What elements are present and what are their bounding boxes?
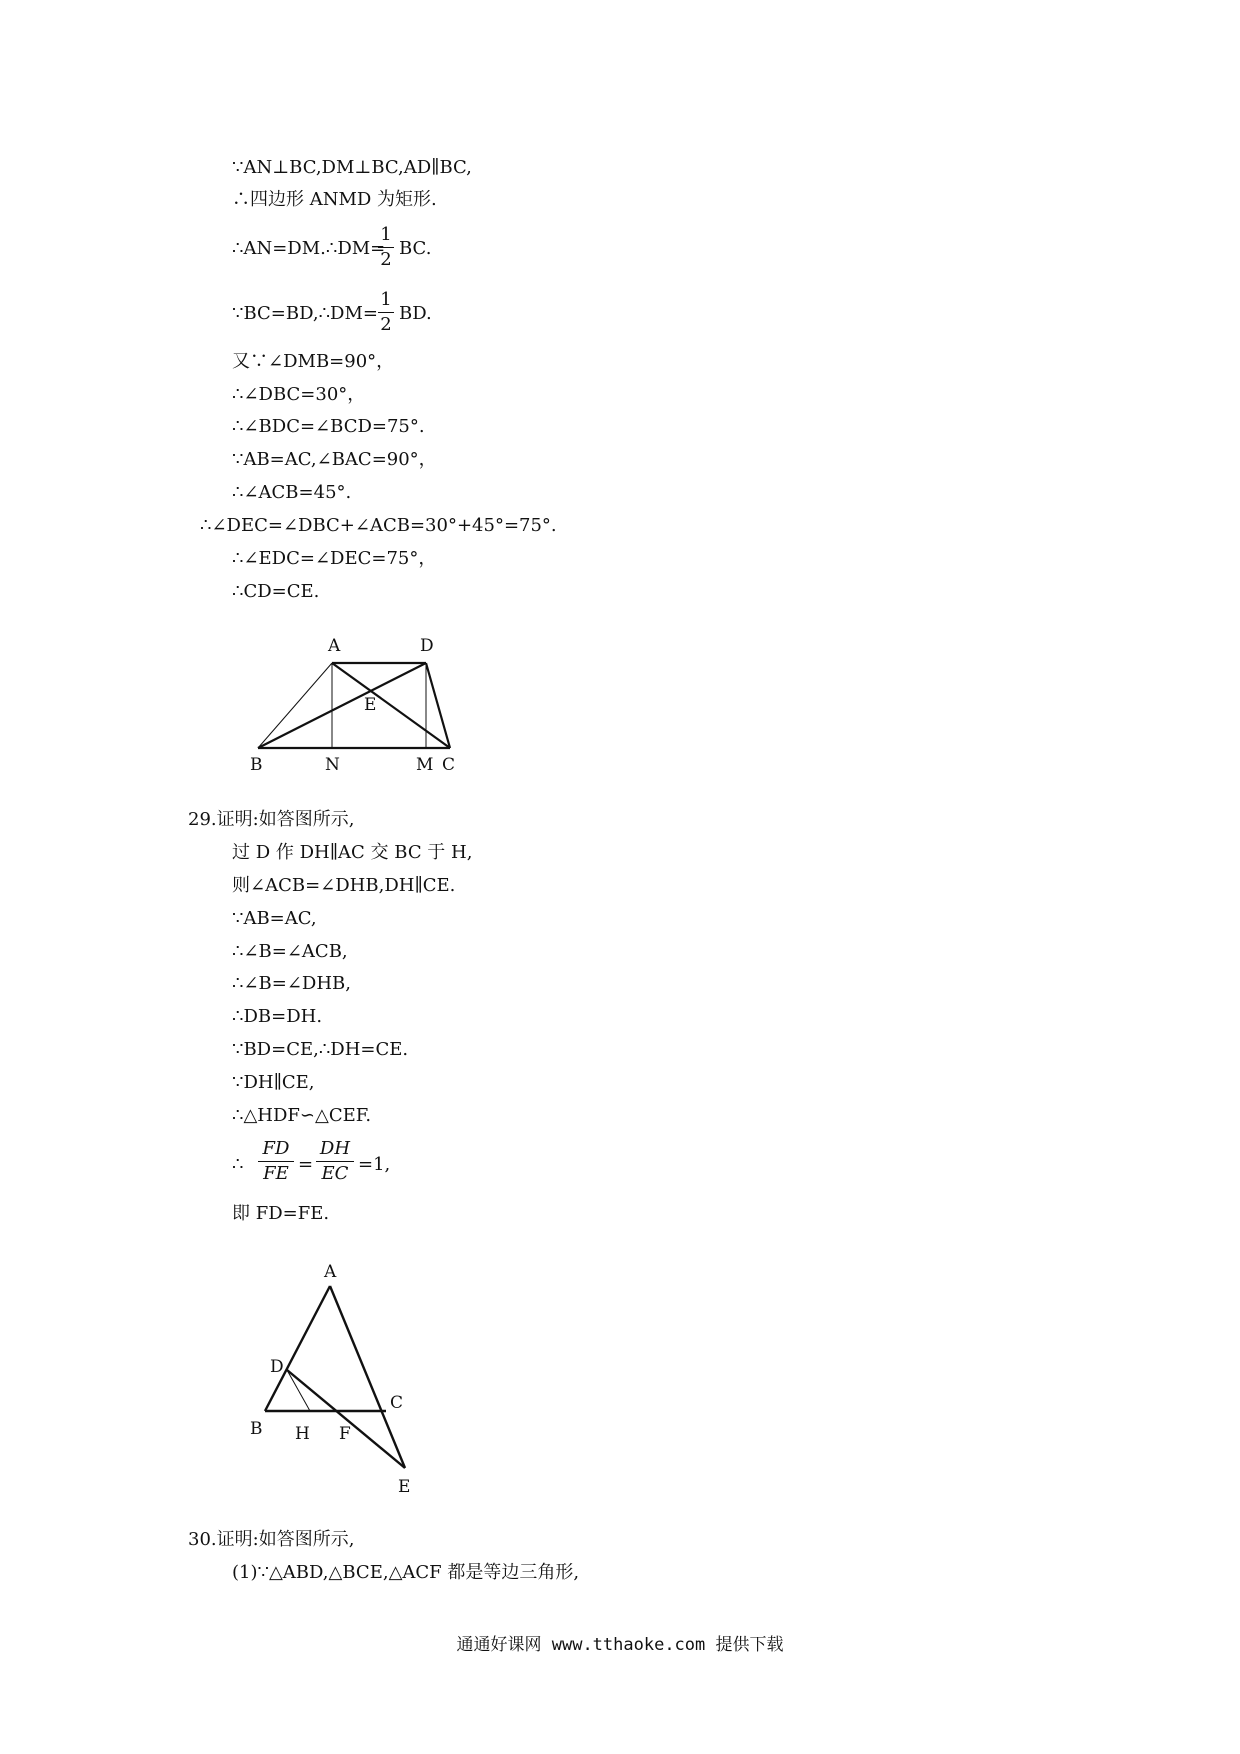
proof-line: ∴∠B=∠DHB, [232, 973, 352, 994]
page-footer: 通通好课网 www.tthaoke.com 提供下载 [456, 1635, 784, 1655]
proof-line: ∴∠DBC=30°， [232, 384, 366, 405]
proof-line: ∴四边形 ANMD 为矩形. [232, 189, 437, 210]
proof-line: ∴CD=CE. [232, 581, 320, 602]
point-label-m: M [416, 755, 434, 775]
point-label-c: C [442, 755, 456, 775]
point-label-c: C [390, 1393, 404, 1413]
proof-line: ∴∠BDC=∠BCD=75°. [232, 416, 425, 437]
point-label-a: A [328, 636, 341, 656]
proof-heading: 30.证明:如答图所示, [188, 1529, 355, 1550]
proof-line: 又∵∠DMB=90°， [232, 351, 395, 372]
point-label-n: N [325, 755, 340, 775]
trapezoid-figure [240, 630, 470, 780]
proof-line: ∴∠ACB=45°. [232, 482, 352, 503]
fraction-fd-fe: FD FE [258, 1138, 294, 1185]
point-label-e: E [398, 1477, 411, 1497]
proof-line: ∴AN=DM.∴DM= [232, 238, 386, 259]
proof-line: ∴DB=DH. [232, 1006, 323, 1027]
point-label-d: D [270, 1357, 284, 1377]
point-label-d: D [420, 636, 434, 656]
proof-line: BC. [399, 238, 432, 259]
proof-heading: 29.证明:如答图所示, [188, 809, 355, 830]
proof-line: ∴ [232, 1154, 244, 1175]
point-label-a: A [324, 1262, 337, 1282]
half-fraction: 1 2 [378, 224, 394, 271]
point-label-h: H [295, 1424, 310, 1444]
equals-sign: = [298, 1154, 314, 1175]
proof-line: ∵BC=BD,∴DM= [232, 303, 379, 324]
proof-line: (1)∵△ABD,△BCE,△ACF 都是等边三角形, [232, 1562, 580, 1583]
fraction-dh-ec: DH EC [316, 1138, 354, 1185]
half-fraction: 1 2 [378, 289, 394, 336]
point-label-e: E [364, 695, 377, 715]
proof-line: ∵AB=AC, [232, 908, 317, 929]
proof-line: 过 D 作 DH∥AC 交 BC 于 H, [232, 842, 473, 863]
proof-line: ∵AB=AC,∠BAC=90°， [232, 449, 437, 470]
proof-line: ∴∠DEC=∠DBC+∠ACB=30°+45°=75°. [200, 515, 557, 536]
proof-line: =1, [358, 1154, 391, 1175]
point-label-f: F [339, 1424, 351, 1444]
proof-line: ∴∠EDC=∠DEC=75°， [232, 548, 437, 569]
proof-line: ∵DH∥CE, [232, 1072, 315, 1093]
point-label-b: B [250, 755, 263, 775]
triangle-figure [240, 1258, 440, 1498]
proof-line: 则∠ACB=∠DHB,DH∥CE. [232, 875, 456, 896]
proof-line: ∴∠B=∠ACB, [232, 941, 348, 962]
point-label-b: B [250, 1419, 263, 1439]
proof-line: ∵AN⊥BC,DM⊥BC,AD∥BC, [232, 157, 472, 178]
proof-line: BD. [399, 303, 432, 324]
proof-line: ∴△HDF∽△CEF. [232, 1105, 372, 1126]
proof-line: ∵BD=CE,∴DH=CE. [232, 1039, 409, 1060]
proof-line: 即 FD=FE. [232, 1203, 330, 1224]
